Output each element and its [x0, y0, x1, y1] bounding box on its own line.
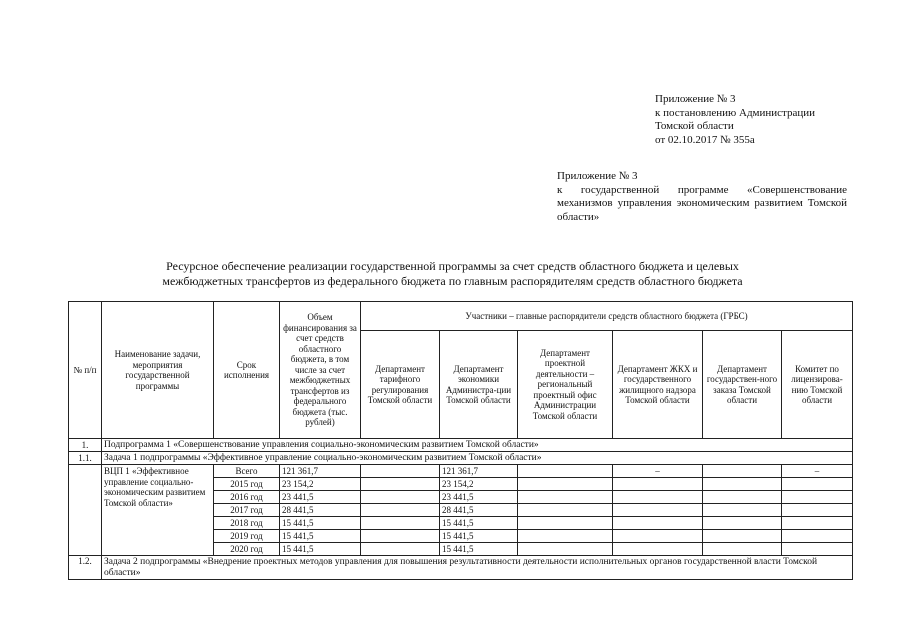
cell-dep-procurement [703, 504, 782, 517]
resource-table [68, 301, 853, 580]
cell-period: 2020 год [214, 543, 280, 556]
row-num: 1.2. [69, 556, 102, 580]
appendix-regulation-block [655, 93, 855, 147]
cell-dep-economy: 15 441,5 [440, 530, 518, 543]
row-num: 1. [69, 439, 102, 452]
cell-dep-tariff [361, 491, 440, 504]
cell-dep-procurement [703, 491, 782, 504]
cell-volume: 15 441,5 [280, 530, 361, 543]
cell-dep-project [518, 517, 613, 530]
cell-dep-project [518, 504, 613, 517]
header-name: Наименование задачи, мероприятия государственной программы [102, 302, 214, 439]
vcp-name: ВЦП 1 «Эффективное управление социально-экономическим развитием Томской области» [102, 465, 214, 556]
cell-dep-tariff [361, 543, 440, 556]
appendix-line: Приложение № 3 [655, 93, 736, 105]
cell-period: 2018 год [214, 517, 280, 530]
cell-dep-housing [613, 504, 703, 517]
cell-dep-procurement [703, 530, 782, 543]
header-dep-economy: Департамент экономики Администра-ции Томской области [440, 331, 518, 439]
title-line: Ресурсное обеспечение реализации государственной программы за счет средств областного бюджета и целевых [166, 259, 739, 273]
document-title [95, 259, 810, 288]
cell-period: 2019 год [214, 530, 280, 543]
cell-dep-tariff [361, 517, 440, 530]
cell-dep-economy: 23 154,2 [440, 478, 518, 491]
cell-dep-licensing [782, 478, 853, 491]
cell-dep-licensing [782, 504, 853, 517]
vcp-num-cell [69, 465, 102, 556]
cell-volume: 15 441,5 [280, 517, 361, 530]
cell-volume: 23 441,5 [280, 491, 361, 504]
cell-dep-housing [613, 530, 703, 543]
header-dep-procurement: Департамент государствен-ного заказа Томской области [703, 331, 782, 439]
header-period: Срок исполнения [214, 302, 280, 439]
cell-dep-economy: 28 441,5 [440, 504, 518, 517]
header-dep-housing: Департамент ЖКХ и государственного жилищного надзора Томской области [613, 331, 703, 439]
cell-dep-procurement [703, 517, 782, 530]
appendix-line: от 02.10.2017 № 355а [655, 133, 755, 146]
cell-volume: 23 154,2 [280, 478, 361, 491]
cell-dep-housing [613, 543, 703, 556]
cell-dep-economy: 15 441,5 [440, 517, 518, 530]
cell-dep-project [518, 530, 613, 543]
row-num: 1.1. [69, 452, 102, 465]
cell-dep-housing [613, 491, 703, 504]
header-num: № п/п [69, 302, 102, 439]
cell-dep-economy: 23 441,5 [440, 491, 518, 504]
row-task-1: Задача 1 подпрограммы «Эффективное управление социально-экономическим развитием Томской области» [102, 452, 853, 465]
cell-dep-project [518, 543, 613, 556]
cell-dep-licensing [782, 543, 853, 556]
header-dep-licensing: Комитет по лицензирова-нию Томской области [782, 331, 853, 439]
cell-dep-housing: – [613, 465, 703, 478]
appendix-text: к государственной программе «Совершенствование механизмов управления экономическим развитием Томской области» [557, 183, 847, 223]
cell-period: 2017 год [214, 504, 280, 517]
cell-dep-economy: 121 361,7 [440, 465, 518, 478]
cell-dep-tariff [361, 465, 440, 478]
appendix-line: Томской области [655, 120, 734, 132]
cell-volume: 121 361,7 [280, 465, 361, 478]
cell-period: Всего [214, 465, 280, 478]
cell-dep-tariff [361, 478, 440, 491]
row-task-2: Задача 2 подпрограммы «Внедрение проектных методов управления для повышения результативности деятельности исполнительных органов государственной власти Томской области» [102, 556, 853, 580]
cell-dep-housing [613, 478, 703, 491]
header-participants: Участники – главные распорядители средств областного бюджета (ГРБС) [361, 302, 853, 331]
cell-dep-economy: 15 441,5 [440, 543, 518, 556]
cell-dep-licensing: – [782, 465, 853, 478]
cell-dep-housing [613, 517, 703, 530]
cell-dep-licensing [782, 491, 853, 504]
cell-volume: 28 441,5 [280, 504, 361, 517]
cell-dep-project [518, 491, 613, 504]
cell-dep-licensing [782, 530, 853, 543]
cell-dep-procurement [703, 543, 782, 556]
header-dep-tariff: Департамент тарифного регулирования Томской области [361, 331, 440, 439]
row-subprogram-1: Подпрограмма 1 «Совершенствование управления социально-экономическим развитием Томской области» [102, 439, 853, 452]
cell-dep-procurement [703, 465, 782, 478]
header-volume: Объем финансирования за счет средств областного бюджета, в том числе за счет межбюджетных трансфертов из федерального бюджета (тыс. рублей) [280, 302, 361, 439]
appendix-line: к постановлению Администрации [655, 106, 816, 119]
header-dep-project: Департамент проектной деятельности – региональный проектный офис Администрации Томской области [518, 331, 613, 439]
cell-dep-tariff [361, 530, 440, 543]
cell-dep-project [518, 478, 613, 491]
cell-period: 2016 год [214, 491, 280, 504]
appendix-line: Приложение № 3 [557, 170, 638, 182]
cell-dep-project [518, 465, 613, 478]
cell-dep-procurement [703, 478, 782, 491]
cell-volume: 15 441,5 [280, 543, 361, 556]
title-line: межбюджетных трансфертов из федерального бюджета по главным распорядителям средств областного бюджета [162, 273, 743, 288]
cell-period: 2015 год [214, 478, 280, 491]
appendix-program-block [557, 170, 847, 224]
cell-dep-tariff [361, 504, 440, 517]
cell-dep-licensing [782, 517, 853, 530]
